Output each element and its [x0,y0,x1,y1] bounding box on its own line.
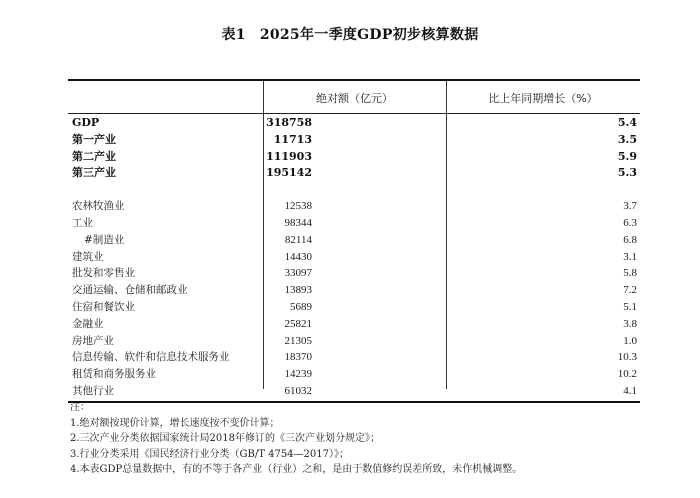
row-amount: 98344 [284,216,312,229]
table-row-gdp [68,115,640,132]
table-row-primary [68,132,640,149]
row-growth: 3.8 [623,317,637,330]
row-amount: 14239 [284,368,312,381]
note-item: 3.行业分类采用《国民经济行业分类（GB/T 4754—2017）》； [70,448,349,460]
row-amount: 33097 [284,267,312,280]
row-amount: 82114 [284,233,312,246]
table-title [0,24,700,44]
row-amount: 318758 [266,116,312,129]
row-growth: 1.0 [623,334,637,347]
row-growth: 4.1 [623,384,637,397]
row-growth: 3.7 [623,200,637,213]
row-amount: 18370 [284,351,312,364]
table-number: 表1 [221,27,246,43]
note-item: 4.本表GDP总量数据中，有的不等于各产业（行业）之和，是由于数值修约误差所致，未作机械调整。 [70,464,523,476]
row-amount: 21305 [284,334,312,347]
row-amount: 12538 [284,200,312,213]
row-amount: 111903 [266,149,312,163]
row-label: 金融业 [72,317,104,330]
table-row [68,316,640,333]
row-spacer [68,182,640,198]
table-row [68,383,640,400]
row-label: 第三产业 [72,166,116,180]
row-label: 第一产业 [72,132,116,146]
table-row [68,265,640,282]
row-amount: 13893 [284,284,312,297]
row-amount: 14430 [284,250,312,263]
row-label: 房地产业 [72,334,114,347]
table-row-tertiary [68,165,640,182]
row-amount: 25821 [284,317,312,330]
row-growth: 6.3 [623,216,637,229]
row-label: 批发和零售业 [72,267,135,280]
table-row [68,282,640,299]
row-growth: 6.8 [623,233,637,246]
row-growth: 5.1 [623,300,637,313]
row-growth: 3.5 [617,132,637,146]
table-row [68,333,640,350]
table-row [68,299,640,316]
row-label: 建筑业 [72,250,104,263]
table-row-secondary [68,149,640,166]
header-growth: 比上年同期增长（%） [488,92,598,105]
table-notes [70,400,522,478]
table-row [68,198,640,215]
table-row [68,215,640,232]
table-body [68,114,640,400]
row-amount: 5689 [290,300,312,313]
table-row [68,232,640,249]
table-row [68,366,640,383]
row-label: 信息传输、软件和信息技术服务业 [72,351,230,364]
header-amount: 绝对额（亿元） [316,92,393,105]
row-growth: 5.9 [617,149,637,163]
note-item: 2.三次产业分类依据国家统计局2018年修订的《三次产业划分规定》； [70,433,380,445]
row-label: 住宿和餐饮业 [72,300,135,313]
row-growth: 7.2 [623,284,637,297]
row-growth: 10.3 [617,351,637,364]
row-label: 交通运输、仓储和邮政业 [72,284,188,297]
row-growth: 5.3 [617,166,637,180]
row-label: #制造业 [84,233,125,246]
row-growth: 5.4 [617,116,637,129]
note-item: 1.绝对额按现价计算，增长速度按不变价计算； [70,417,280,429]
table-row [68,249,640,266]
table-row [68,349,640,366]
row-label: 工业 [72,216,93,229]
notes-heading: 注： [70,402,90,413]
row-growth: 10.2 [617,368,637,381]
row-label: 租赁和商务服务业 [72,368,156,381]
row-growth: 3.1 [623,250,637,263]
row-label: GDP [72,116,100,129]
table-title-text: 2025年一季度GDP初步核算数据 [259,27,479,43]
row-label: 农林牧渔业 [72,200,125,213]
row-amount: 11713 [273,132,312,146]
table-header [68,81,640,114]
row-label: 第二产业 [72,149,116,163]
gdp-table [68,79,640,403]
row-growth: 5.8 [623,267,637,280]
row-label: 其他行业 [72,384,114,397]
row-amount: 195142 [266,166,312,180]
row-amount: 61032 [284,384,312,397]
